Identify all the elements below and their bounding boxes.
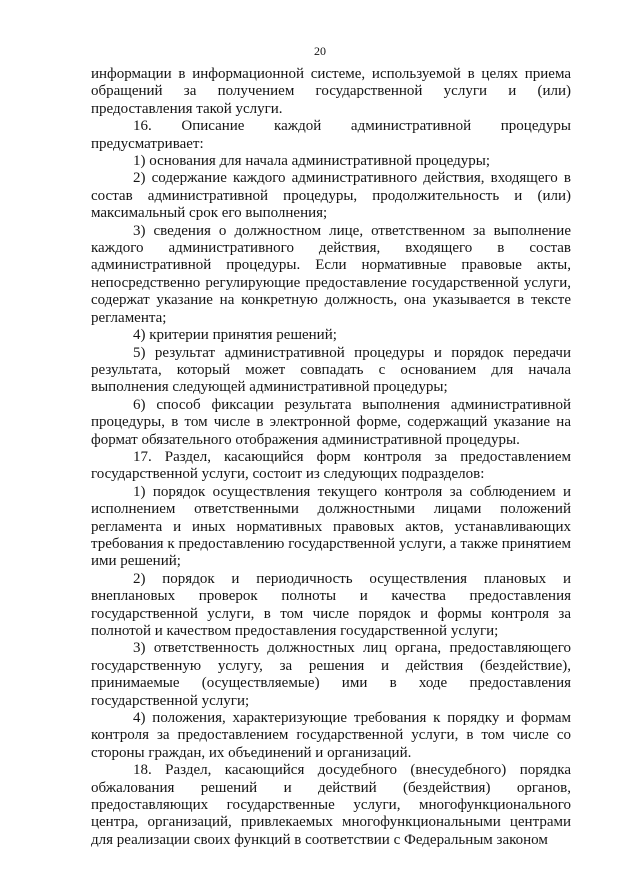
paragraph-continuation: информации в информационной системе, используемой в целях приема обращений за получением государственной услуги и (или) предоставления такой услуги. <box>91 66 571 117</box>
paragraph-16-item-2: 2) содержание каждого административного действия, входящего в состав административной процедуры, продолжительность и (или) максимальный срок его выполнения; <box>91 170 571 222</box>
paragraph-17-item-3: 3) ответственность должностных лиц органа, предоставляющего государственную услугу, за решения и действия (бездействие), принимаемые (осуществляемые) ими в ходе предоставления государственной услуги; <box>91 640 571 709</box>
paragraph-16-item-5: 5) результат административной процедуры и порядок передачи результата, который может совпадать с основанием для начала выполнения следующей административной процедуры; <box>91 344 571 396</box>
paragraph-18-intro: 18. Раздел, касающийся досудебного (внесудебного) порядка обжалования решений и действий (бездействия) органов, предоставляющих государственные услуги, многофункционального центра, организаций, привлекаемых многофункциональными центрами для реализации своих функций в соответствии с Федеральным законом <box>91 762 571 848</box>
document-body <box>91 66 571 849</box>
paragraph-16-item-4: 4) критерии принятия решений; <box>133 327 337 344</box>
paragraph-16-item-1: 1) основания для начала административной процедуры; <box>133 153 491 170</box>
paragraph-17-intro: 17. Раздел, касающийся форм контроля за предоставлением государственной услуги, состоит из следующих подразделов: <box>91 448 571 483</box>
paragraph-17-item-1: 1) порядок осуществления текущего контроля за соблюдением и исполнением ответственными должностными лицами положений регламента и иных нормативных правовых актов, устанавливающих требования к предоставлению государственной услуги, а также принятием ими решений; <box>91 483 571 570</box>
paragraph-17-item-2: 2) порядок и периодичность осуществления плановых и внеплановых проверок полноты и качества предоставления государственной услуги, в том числе порядок и формы контроля за полнотой и качеством предоставления государственной услуги; <box>91 570 571 639</box>
paragraph-16-item-6: 6) способ фиксации результата выполнения административной процедуры, в том числе в электронной форме, содержащий указание на формат обязательного отображения административной процедуры. <box>91 396 571 448</box>
paragraph-17-item-4: 4) положения, характеризующие требования к порядку и формам контроля за предоставлением государственной услуги, в том числе со стороны граждан, их объединений и организаций. <box>91 710 571 761</box>
paragraph-16-intro: 16. Описание каждой административной процедуры предусматривает: <box>91 118 571 152</box>
paragraph-16-item-3: 3) сведения о должностном лице, ответственном за выполнение каждого административного действия, входящего в состав административной процедуры. Если нормативные правовые акты, непосредственно регулирующие предоставление государственной услуги, содержат указание на конкретную должность, она указывается в тексте регламента; <box>91 222 571 326</box>
page-number: 20 <box>314 44 326 58</box>
